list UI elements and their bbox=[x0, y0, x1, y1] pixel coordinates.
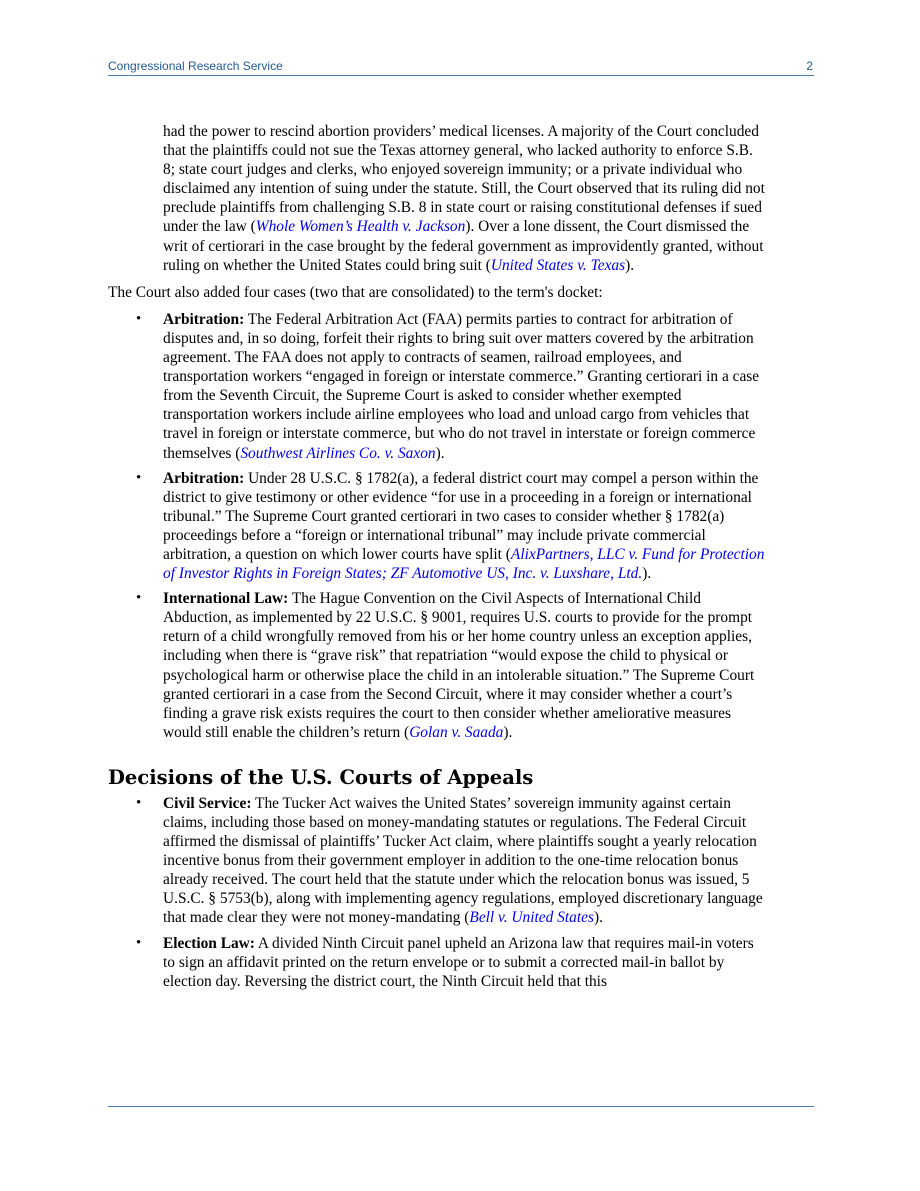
text-run: ). Over a lone dissent, the Court dismissed the writ of certiorari in the case brought by the federal government as improvidently granted, without ruling on whether the United States could bring suit ( bbox=[163, 218, 764, 274]
case-citation-link[interactable]: ZF Automotive US, Inc. v. Luxshare, Ltd. bbox=[390, 565, 643, 583]
text-run: Under 28 U.S.C. § 1782(a), a federal district court may compel a person within the district to give testimony or other evidence “for use in a proceeding in a foreign or international tribunal.” The Supreme Court granted certiorari in two cases to consider whether § 1782(a) proceedings before a “foreign or international tribunal” may include private commercial arbitration, a question on which lower courts have split ( bbox=[163, 469, 759, 563]
item-label: Civil Service: bbox=[163, 794, 252, 812]
document-body bbox=[108, 122, 768, 997]
item-label: Arbitration: bbox=[163, 310, 245, 328]
item-label: Arbitration: bbox=[163, 469, 245, 487]
bullet-icon: • bbox=[136, 590, 142, 607]
bullet-item bbox=[108, 794, 768, 928]
supreme-court-list bbox=[108, 310, 768, 742]
text-run: ). bbox=[435, 444, 445, 462]
item-label: Election Law: bbox=[163, 934, 255, 952]
bullet-item bbox=[108, 589, 768, 742]
header-organization: Congressional Research Service bbox=[108, 59, 283, 73]
case-citation-link[interactable]: ; bbox=[381, 565, 391, 583]
case-citation-link[interactable]: Whole Women’s Health v. Jackson bbox=[255, 218, 466, 236]
bullet-icon: • bbox=[136, 310, 142, 327]
continued-paragraph bbox=[163, 122, 768, 275]
text-run: ). bbox=[503, 723, 513, 741]
text-run: ). bbox=[593, 909, 603, 927]
text-run: The Tucker Act waives the United States’ sovereign immunity against certain claims, including those based on money-mandating statutes or regulations. The Federal Circuit affirmed the dismissal of plaintiffs’ Tucker Act claim, where plaintiffs sought a yearly relocation incentive bonus from their government employer in addition to the one-time relocation bonus already received. The court held that the statute under which the relocation bonus was issued, 5 U.S.C. § 5753(b), along with implementing agency regulations, employed discretionary language that made clear they were not money-mandating ( bbox=[163, 794, 763, 927]
text-run: The Federal Arbitration Act (FAA) permits parties to contract for arbitration of disputes and, in so doing, forfeit their rights to bring suit over matters covered by the arbitration agreement. The FAA does not apply to contracts of seamen, railroad employees, and transportation workers “engaged in foreign or interstate commerce.” Granting certiorari in a case from the Seventh Circuit, the Supreme Court is asked to consider whether exempted transportation workers include airline employees who load and unload cargo from vehicles that travel in foreign or interstate commerce, but who do not travel in interstate or foreign commerce themselves ( bbox=[163, 310, 760, 462]
bullet-item bbox=[108, 469, 768, 584]
case-citation-link[interactable]: AlixPartners, LLC v. Fund for Protection of Investor Rights in Foreign States bbox=[163, 545, 765, 583]
text-run: A divided Ninth Circuit panel upheld an Arizona law that requires mail-in voters to sign an affidavit printed on the return envelope or to submit a corrected mail-in ballot by election day. Reversing the district court, the Ninth Circuit held that this bbox=[163, 934, 754, 990]
case-citation-link[interactable]: United States v. Texas bbox=[490, 256, 626, 274]
text-run: ). bbox=[642, 565, 652, 583]
bullet-icon: • bbox=[136, 469, 142, 486]
text-run: ). bbox=[625, 256, 635, 274]
section-heading: Decisions of the U.S. Courts of Appeals bbox=[108, 765, 534, 789]
item-label: International Law: bbox=[163, 590, 289, 608]
bullet-icon: • bbox=[136, 794, 142, 811]
bullet-item bbox=[108, 934, 768, 991]
footer-rule bbox=[108, 1106, 814, 1107]
case-citation-link[interactable]: Golan v. Saada bbox=[409, 723, 504, 741]
text-run: The Hague Convention on the Civil Aspects of International Child Abduction, as implemented by 22 U.S.C. § 9001, requires U.S. courts to provide for the prompt return of a child wrongfully removed from his or her home country unless an exception applies, including when there is “grave risk” that repatriation “would expose the child to physical or psychological harm or otherwise place the child in an intolerable situation.” The Supreme Court granted certiorari in a case from the Second Circuit, where it may consider whether a court’s finding a grave risk exists requires the court to then consider whether ameliorative measures would still enable the children’s return ( bbox=[163, 590, 755, 741]
text-run: had the power to rescind abortion providers’ medical licenses. A majority of the Court concluded that the plaintiffs could not sue the Texas attorney general, who lacked authority to enforce S.B. 8; state court judges and clerks, who enjoyed sovereign immunity; or a private individual who disclaimed any intention of suing under the statute. Still, the Court observed that its ruling did not preclude plaintiffs from challenging S.B. 8 in state court or raising constitutional defenses if sued under the law ( bbox=[163, 123, 765, 236]
bullet-item bbox=[108, 310, 768, 463]
case-citation-link[interactable]: Bell v. United States bbox=[469, 909, 594, 927]
page-header bbox=[108, 57, 814, 76]
case-citation-link[interactable]: Southwest Airlines Co. v. Saxon bbox=[240, 444, 436, 462]
appeals-court-list bbox=[108, 794, 768, 991]
header-page-number: 2 bbox=[806, 59, 813, 73]
intro-paragraph: The Court also added four cases (two that are consolidated) to the term's docket: bbox=[108, 283, 603, 301]
bullet-icon: • bbox=[136, 934, 142, 951]
